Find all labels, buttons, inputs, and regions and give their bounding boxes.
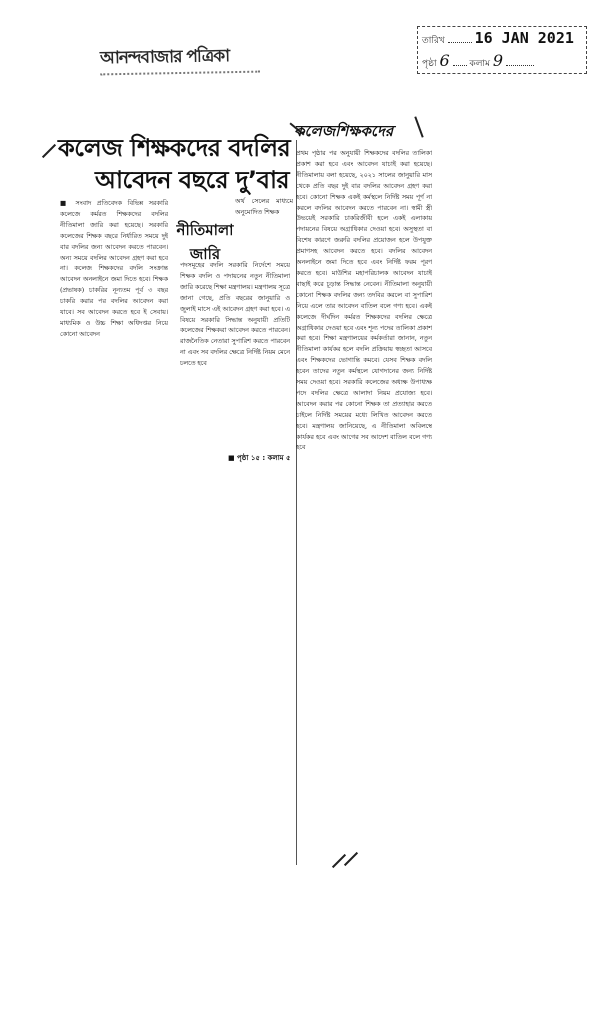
newspaper-masthead: আনন্দবাজার পত্রিকা — [100, 43, 260, 76]
headline-line-2: আবেদন বছরে দু’বার — [95, 166, 290, 194]
stamp-page-value: 6 — [439, 51, 450, 70]
headline-line-1: কলেজ শিক্ষকদের বদলির — [58, 134, 291, 162]
stamp-date: 16 JAN 2021 — [474, 29, 574, 47]
subhead-line-2: জারি — [189, 245, 221, 263]
continuation-note: ■ পৃষ্ঠা ১৫ : কলাম ৫ — [228, 454, 291, 462]
article-column-3: প্রথম পৃষ্ঠার পর অনুযায়ী শিক্ষকদের বদলির তালিকা প্রকাশ করা হবে এবং আবেদন যাচাই করা হয়েছে। নীতিমালায় বলা হয়েছে, ২০২১ সালের জানুয়ারি মাস থেকে প্রতি বছর দুই বার বদলির আবেদন গ্রহণ করা হবে। কোনো শিক্ষক একই কর্মস্থলে নির্দিষ্ট সময় পূর্ণ না করলে বদলির আবেদন করতে পারবেন না। স্বামী স্ত্রী উভয়েই সরকারি চাকরিজীবী হলে একই এলাকায় পদায়নের বিষয়ে অগ্রাধিকার দেওয়া হবে। অসুস্থতা বা বিশেষ কারণে জরুরি বদলির প্রয়োজন হলে উপযুক্ত প্রমাণসহ আবেদন করতে হবে। বদলির আবেদন অনলাইনে জমা দিতে হবে এবং নির্দিষ্ট ফরম পূরণ করতে হবে। মাউশির মহাপরিচালক আবেদন যাচাই বাছাই করে চূড়ান্ত সিদ্ধান্ত নেবেন। নীতিমালা অনুযায়ী কোনো শিক্ষক বদলির জন্য তদবির করলে বা সুপারিশ নিয়ে এলে তার আবেদন বাতিল বলে গণ্য হবে। একই কলেজে দীর্ঘদিন কর্মরত শিক্ষকদের বদলির ক্ষেত্রে অগ্রাধিকার দেওয়া হবে এবং শূন্য পদের তালিকা প্রকাশ করা হবে। শিক্ষা মন্ত্রণালয়ের কর্মকর্তারা জানান, নতুন নীতিমালা কার্যকর হলে বদলি প্রক্রিয়ায় স্বচ্ছতা আসবে এবং শিক্ষকদের ভোগান্তি কমবে। যেসব শিক্ষক বদলি হবেন তাদের নতুন কর্মস্থলে যোগদানের জন্য নির্দিষ্ট সময় দেওয়া হবে। সরকারি কলেজের অধ্যক্ষ উপাধ্যক্ষ পদে বদলির ক্ষেত্রে আলাদা নিয়ম প্রযোজ্য হবে। আবেদন করার পর কোনো শিক্ষক তা প্রত্যাহার করতে চাইলে নির্দিষ্ট সময়ের মধ্যে লিখিত আবেদন করতে হবে। মন্ত্রণালয় জানিয়েছে, এ নীতিমালা অবিলম্বে কার্যকর হবে এবং আগের সব আদেশ বাতিল বলে গণ্য হবে — [296, 149, 432, 452]
clip-mark — [42, 144, 56, 158]
stamp-date-label: তারিখ — [422, 36, 445, 46]
date-stamp — [417, 26, 587, 74]
article-column-2-top: অর্থ সেলের মাধ্যমে অনুমোদিত শিক্ষক — [235, 197, 293, 216]
stamp-column-label: কলাম — [469, 59, 491, 69]
stamp-page-label: পৃষ্ঠা — [422, 59, 437, 69]
article-column-2: পদসমূহের বদলি সরকারি নির্দেশে সময়ে শিক্ষক বদলি ও পদায়নের নতুন নীতিমালা জারি করেছে শিক্ষা মন্ত্রণালয়। মন্ত্রণালয় সূত্রে জানা গেছে, প্রতি বছরের জানুয়ারি ও জুলাই মাসে এই আবেদন গ্রহণ করা হবে। এ বিষয়ে সরকারি সিদ্ধান্ত অনুযায়ী প্রতিটি কলেজের শিক্ষকরা আবেদন করতে পারবেন। রাজনৈতিক নেতারা সুপারিশ করতে পারবেন না এবং সব বদলির ক্ষেত্রে নির্দিষ্ট নিয়ম মেনে চলতে হবে — [180, 261, 290, 368]
article-column-1: ■ সংবাদ প্রতিবেদক বিভিন্ন সরকারি কলেজে কর্মরত শিক্ষকদের বদলির নীতিমালা জারি করা হয়েছে। সরকারি কলেজের শিক্ষক বছরে নির্ধারিত সময়ে দুই বার বদলির জন্য আবেদন করতে পারবেন। অন্য সময়ে বদলির আবেদন গ্রহণ করা হবে না। কলেজ শিক্ষকদের বদলি সংক্রান্ত আবেদন অনলাইনে জমা দিতে হবে। শিক্ষক (প্রভাষক) চাকরির নূন্যতম পূর্ব ৩ বছর চাকরি করার পর বদলির আবেদন করা যাবে। সব আবেদন করতে হবে ই সেবায়। মাধ্যমিক ও উচ্চ শিক্ষা অধিদপ্তর নিয়ে কোনো আবেদন — [60, 199, 168, 338]
subhead-line-1: নীতিমালা — [176, 221, 234, 239]
stamp-column-value: 9 — [492, 51, 504, 70]
continued-headline: কলেজশিক্ষকদের — [294, 122, 394, 140]
